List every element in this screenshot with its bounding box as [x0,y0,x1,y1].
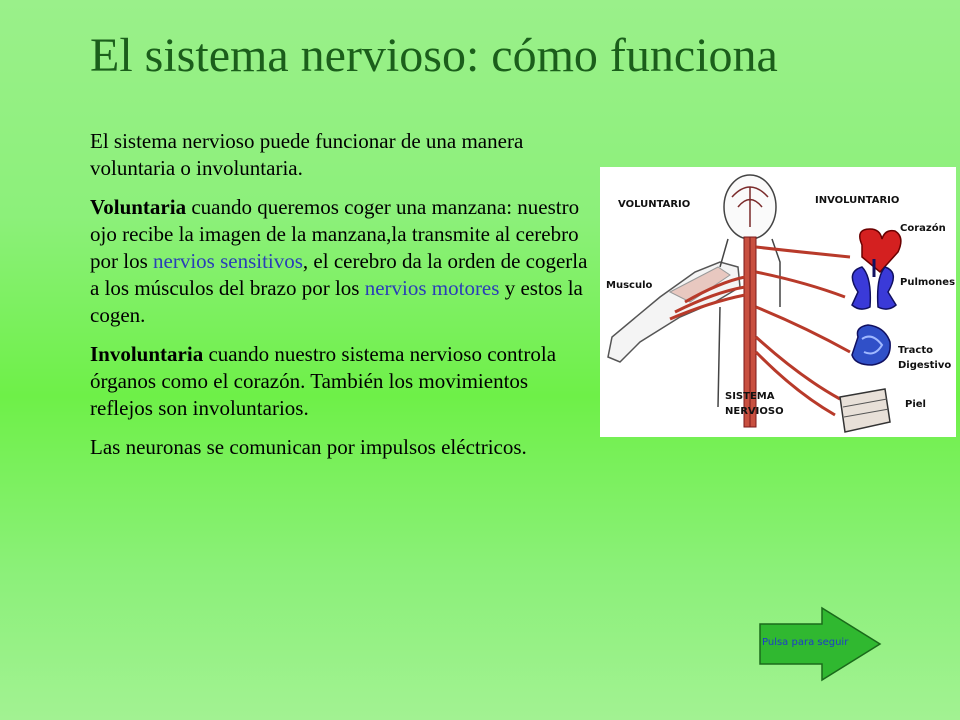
voluntary-paragraph [90,194,590,329]
slide-title: El sistema nervioso: cómo funciona [90,29,778,82]
voluntary-text-3: y estos la cogen. [90,276,583,327]
digestive-organ [852,325,890,365]
label-nervioso: NERVIOSO [725,406,784,417]
label-sistema: SISTEMA [725,391,775,402]
nerve-to-heart [756,247,850,257]
nerve-to-skin [756,337,840,415]
sensory-nerves-text: nervios sensitivos [153,249,303,273]
next-slide-label: Pulsa para seguir [762,637,849,648]
nervous-system-illustration [600,167,956,437]
closing-paragraph: Las neuronas se comunican por impulsos eléctricos. [90,435,527,459]
nerve-to-lungs [756,272,845,297]
next-slide-button[interactable] [758,606,882,682]
label-involuntario: INVOLUNTARIO [815,195,900,206]
label-musculo: Musculo [606,280,653,291]
nervous-system-diagram [600,167,956,437]
label-piel: Piel [905,399,926,410]
involuntary-paragraph [90,341,590,422]
slide-body [90,128,590,473]
label-tracto: Tracto [898,345,933,356]
label-digestivo: Digestivo [898,360,952,371]
label-pulmones: Pulmones [900,277,956,288]
heart-organ [860,229,901,272]
label-corazon: Corazón [900,223,946,234]
label-voluntario: VOLUNTARIO [618,199,691,210]
intro-paragraph: El sistema nervioso puede funcionar de una manera voluntaria o involuntaria. [90,129,524,180]
involuntary-term: Involuntaria [90,342,204,366]
motor-nerves-text: nervios motores [364,276,500,300]
voluntary-text-1: cuando queremos coger una manzana: nuestro ojo recibe la imagen de la manzana,la transmite al cerebro por los [90,195,580,273]
voluntary-term: Voluntaria [90,195,187,219]
voluntary-text-2: , el cerebro da la orden de cogerla a los músculos del brazo por los [90,249,588,300]
nerve-to-digestive [756,307,850,352]
involuntary-text: cuando nuestro sistema nervioso controla órganos como el corazón. También los movimientos reflejos son involuntarios. [90,342,557,420]
